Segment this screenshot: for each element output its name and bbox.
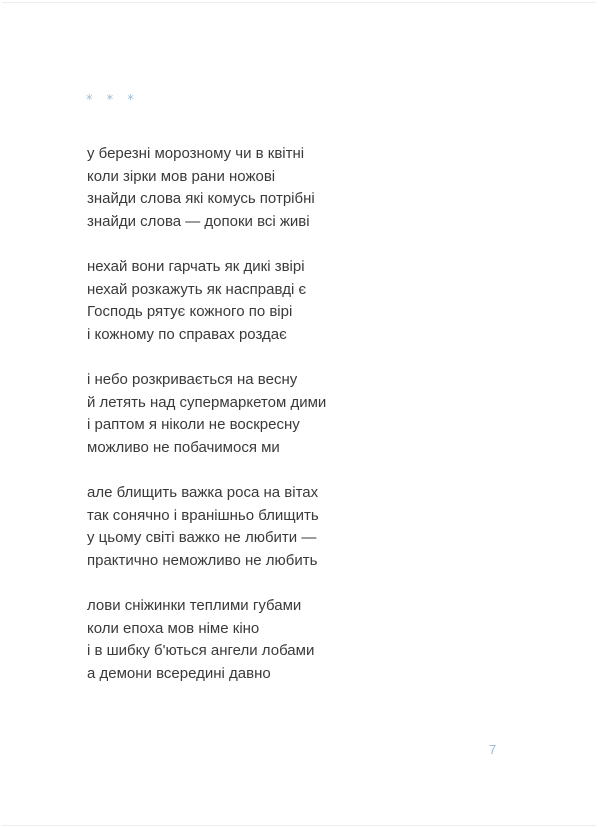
poem-line: знайди слова — допоки всі живі: [87, 212, 310, 230]
stanza: [87, 482, 527, 572]
poem-line: й летять над супермаркетом дими: [87, 393, 327, 411]
poem-line: і в шибку б'ються ангели лобами: [87, 642, 315, 659]
poem-line: а демони всередині давно: [87, 664, 271, 682]
poem-line: так сонячно і вранішньо блищить: [87, 506, 319, 524]
poem-line: і небо розкривається на весну: [87, 371, 298, 388]
poem-line: і раптом я ніколи не воскресну: [87, 416, 300, 433]
poem-line: знайди слова які комусь потрібні: [87, 190, 315, 207]
poem-line: Господь рятує кожного по вірі: [87, 303, 293, 320]
stanza: [87, 143, 527, 233]
poem-line: нехай вони гарчать як дикі звірі: [87, 258, 305, 275]
stanza: [87, 256, 527, 346]
page-number: 7: [489, 742, 497, 757]
poem-line: у цьому світі важко не любити —: [87, 529, 317, 546]
poem-line: коли зірки мов рани ножові: [87, 167, 276, 185]
poem-line: нехай розкажуть як насправді є: [87, 280, 307, 298]
poem-line: і кожному по справах роздає: [87, 325, 287, 343]
poem-line: у березні морозному чи в квітні: [87, 145, 305, 162]
stanza: [87, 595, 527, 685]
book-page: [2, 2, 596, 826]
poem: [87, 143, 527, 708]
poem-line: практично неможливо не любить: [87, 551, 318, 569]
poem-line: коли епоха мов німе кіно: [87, 619, 260, 637]
poem-line: можливо не побачимося ми: [87, 438, 280, 456]
section-ornament: * * *: [86, 93, 139, 108]
poem-line: але блищить важка роса на вітах: [87, 484, 319, 501]
stanza: [87, 369, 527, 459]
poem-line: лови сніжинки теплими губами: [87, 597, 302, 614]
